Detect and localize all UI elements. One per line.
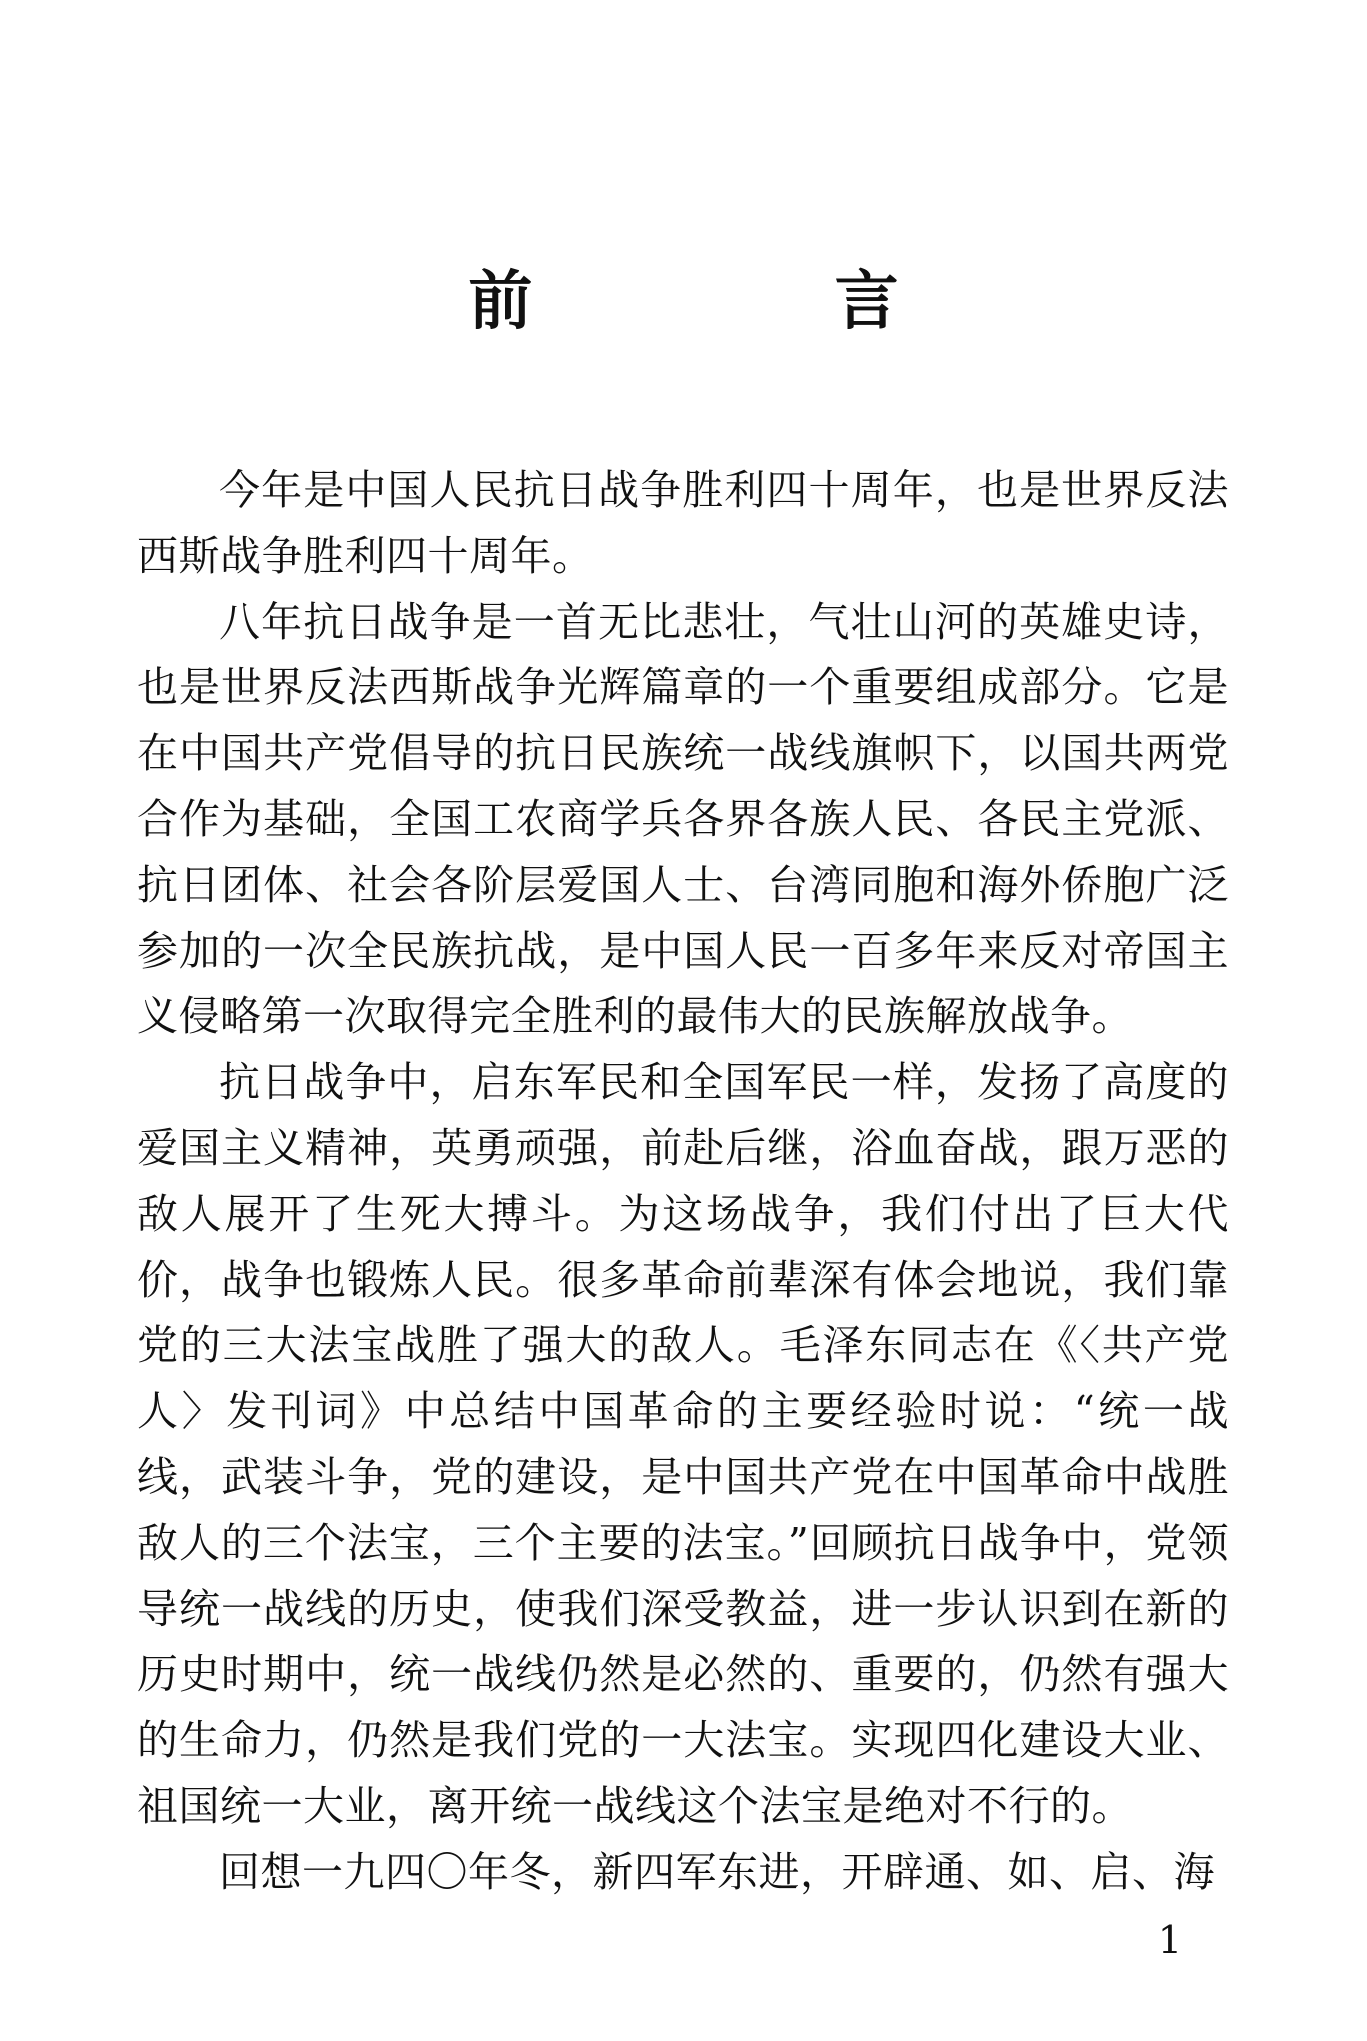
- paragraph-4: 回想一九四〇年冬，新四军东进，开辟通、如、启、海: [219, 1847, 1215, 1896]
- page-number: 1: [1157, 1918, 1183, 1962]
- paragraph-3: 抗日战争中，启东军民和全国军民一样，发扬了高度的爱国主义精神，英勇顽强，前赴后继，浴血奋战，跟万恶的敌人展开了生死大搏斗。为这场战争，我们付出了巨大代价，战争也锻炼人民。很多革命前辈深有体会地说，我们靠党的三大法宝战胜了强大的敌人。毛泽东同志在《〈共产党人〉发刊词》中总结中国革命的主要经验时说：“统一战线，武装斗争，党的建设，是中国共产党在中国革命中战胜敌人的三个法宝，三个主要的法宝。”回顾抗日战争中，党领导统一战线的历史，使我们深受教益，进一步认识到在新的历史时期中，统一战线仍然是必然的、重要的，仍然有强大的生命力，仍然是我们党的一大法宝。实现四化建设大业、祖国统一大业，离开统一战线这个法宝是绝对不行的。: [137, 1058, 1229, 1830]
- page-title: 前 言: [468, 265, 1039, 339]
- paragraph-2: 八年抗日战争是一首无比悲壮，气壮山河的英雄史诗，也是世界反法西斯战争光辉篇章的一个重要组成部分。它是在中国共产党倡导的抗日民族统一战线旗帜下，以国共两党合作为基础，全国工农商学兵各界各族人民、各民主党派、抗日团体、社会各阶层爱国人士、台湾同胞和海外侨胞广泛参加的一次全民族抗战，是中国人民一百多年来反对帝国主义侵略第一次取得完全胜利的最伟大的民族解放战争。: [137, 597, 1229, 1041]
- body-text: [137, 458, 1229, 1906]
- paragraph-1: 今年是中国人民抗日战争胜利四十周年，也是世界反法西斯战争胜利四十周年。: [137, 466, 1229, 580]
